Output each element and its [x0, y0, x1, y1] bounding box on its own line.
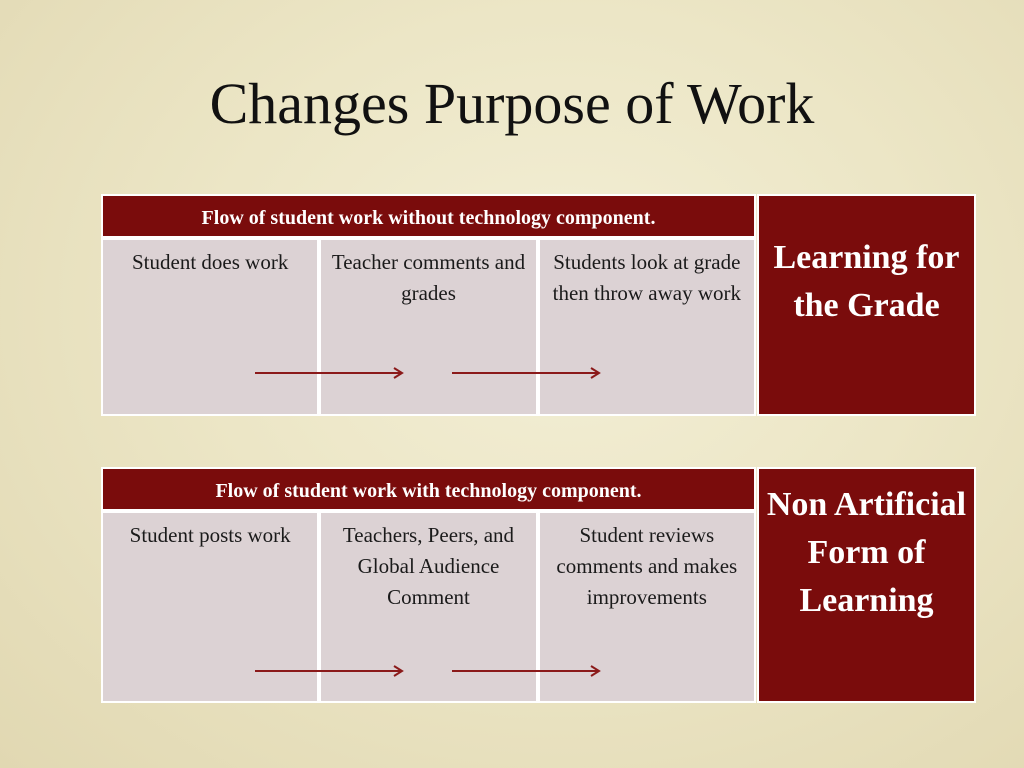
result-box: Learning for the Grade	[757, 194, 976, 416]
flow-header: Flow of student work with technology component.	[101, 467, 756, 511]
right-arrow-icon	[452, 366, 604, 380]
flow-with-technology	[101, 467, 976, 703]
step-cell: Student posts work	[101, 511, 319, 703]
step-cell: Teachers, Peers, and Global Audience Comment	[319, 511, 537, 703]
step-cell: Students look at grade then throw away work	[538, 238, 756, 416]
right-arrow-icon	[255, 664, 407, 678]
flow-header: Flow of student work without technology component.	[101, 194, 756, 238]
step-cell: Student does work	[101, 238, 319, 416]
step-cell: Student reviews comments and makes improvements	[538, 511, 756, 703]
flow-steps	[101, 238, 756, 416]
right-arrow-icon	[255, 366, 407, 380]
flow-steps	[101, 511, 756, 703]
slide-title: Changes Purpose of Work	[209, 71, 815, 136]
flow-without-technology	[101, 194, 976, 416]
step-cell: Teacher comments and grades	[319, 238, 537, 416]
right-arrow-icon	[452, 664, 604, 678]
result-box: Non Artificial Form of Learning	[757, 467, 976, 703]
